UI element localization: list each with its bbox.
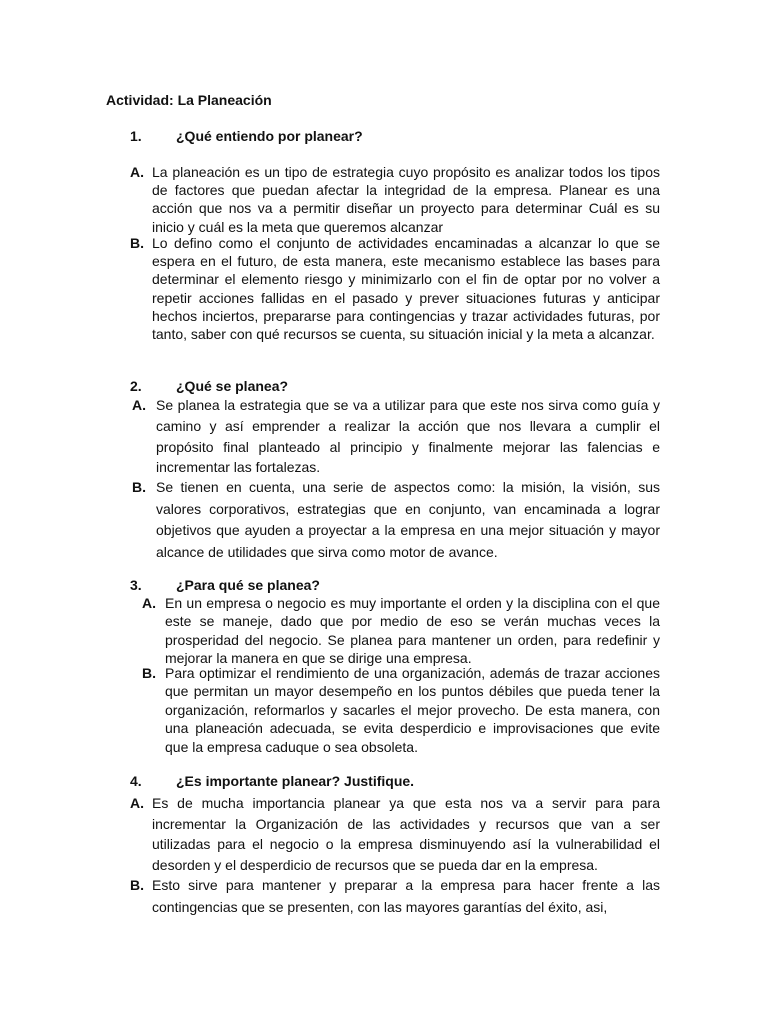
answer-3b xyxy=(142,664,660,756)
answer-2b xyxy=(132,477,660,563)
answer-letter: B. xyxy=(142,665,156,681)
answer-1a xyxy=(130,163,660,236)
question-text: ¿Es importante planear? Justifique. xyxy=(176,773,415,789)
answer-letter: B. xyxy=(132,479,146,495)
question-text: ¿Para qué se planea? xyxy=(176,577,320,593)
answer-4a xyxy=(130,793,660,875)
answer-text: Se tienen en cuenta, una serie de aspectos como: la misión, la visión, sus valores corporativos, estrategias que en conjunto, van encaminada a lograr objetivos que ayuden a proyectar a la empresa en una mejor situación y mayor alcance de utilidades que sirva como motor de avance. xyxy=(156,479,660,560)
answer-4b xyxy=(130,875,660,918)
question-number: 1. xyxy=(130,128,142,144)
answer-letter: A. xyxy=(130,795,144,811)
answer-text: Es de mucha importancia planear ya que esta nos va a servir para para incrementar la Organización de las actividades y recursos que van a ser utilizadas para el negocio o la empresa disminuyendo así la vulnerabilidad el desorden y el desperdicio de recursos que se pueda dar en la empresa. xyxy=(152,795,660,873)
answer-text: Esto sirve para mantener y preparar a la empresa para hacer frente a las contingencias que se presenten, con las mayores garantías del éxito, asi, xyxy=(152,877,660,915)
answer-text: En un empresa o negocio es muy importante el orden y la disciplina con el que este se maneje, dado que por medio de eso se verán muchas veces la prosperidad del negocio. Se planea para mantener un orden, para redefinir y mejorar la manera en que se dirige una empresa. xyxy=(165,595,660,667)
answer-3a xyxy=(142,594,660,668)
question-text: ¿Qué se planea? xyxy=(176,378,289,394)
question-number: 3. xyxy=(130,577,142,593)
document-title: Actividad: La Planeación xyxy=(106,92,272,108)
question-number: 2. xyxy=(130,378,142,394)
answer-letter: B. xyxy=(130,877,144,893)
answer-2a xyxy=(132,395,660,478)
answer-letter: A. xyxy=(142,595,156,611)
answer-1b xyxy=(130,234,660,343)
answer-letter: A. xyxy=(130,164,144,180)
answer-text: Se planea la estrategia que se va a utilizar para que este nos sirva como guía y camino y así emprender a realizar la acción que nos llevara a cumplir el propósito final planteado al principio y finalmente mejorar las falencias e incrementar las fortalezas. xyxy=(156,397,660,476)
question-text: ¿Qué entiendo por planear? xyxy=(176,128,363,144)
answer-text: Para optimizar el rendimiento de una organización, además de trazar acciones que permitan un mayor desempeño en los puntos débiles que pueda tener la organización, reformarlos y sacarles el mejor provecho. De esta manera, con una planeación adecuada, se evita desperdicio e improvisaciones que evite que la empresa caduque o sea obsoleta. xyxy=(165,665,660,755)
answer-text: Lo defino como el conjunto de actividades encaminadas a alcanzar lo que se espera en el futuro, de esta manera, este mecanismo establece las bases para determinar el elemento riesgo y minimizarlo con el fin de optar por no volver a repetir acciones fallidas en el pasado y prever situaciones futuras y anticipar hechos inciertos, prepararse para contingencias y trazar actividades futuras, por tanto, saber con qué recursos se cuenta, su situación inicial y la meta a alcanzar. xyxy=(152,235,660,343)
answer-text: La planeación es un tipo de estrategia cuyo propósito es analizar todos los tipos de factores que puedan afectar la integridad de la empresa. Planear es una acción que nos va a permitir diseñar un proyecto para determinar Cuál es su inicio y cuál es la meta que queremos alcanzar xyxy=(152,164,660,235)
answer-letter: B. xyxy=(130,235,144,251)
answer-letter: A. xyxy=(132,397,146,413)
question-number: 4. xyxy=(130,773,142,789)
